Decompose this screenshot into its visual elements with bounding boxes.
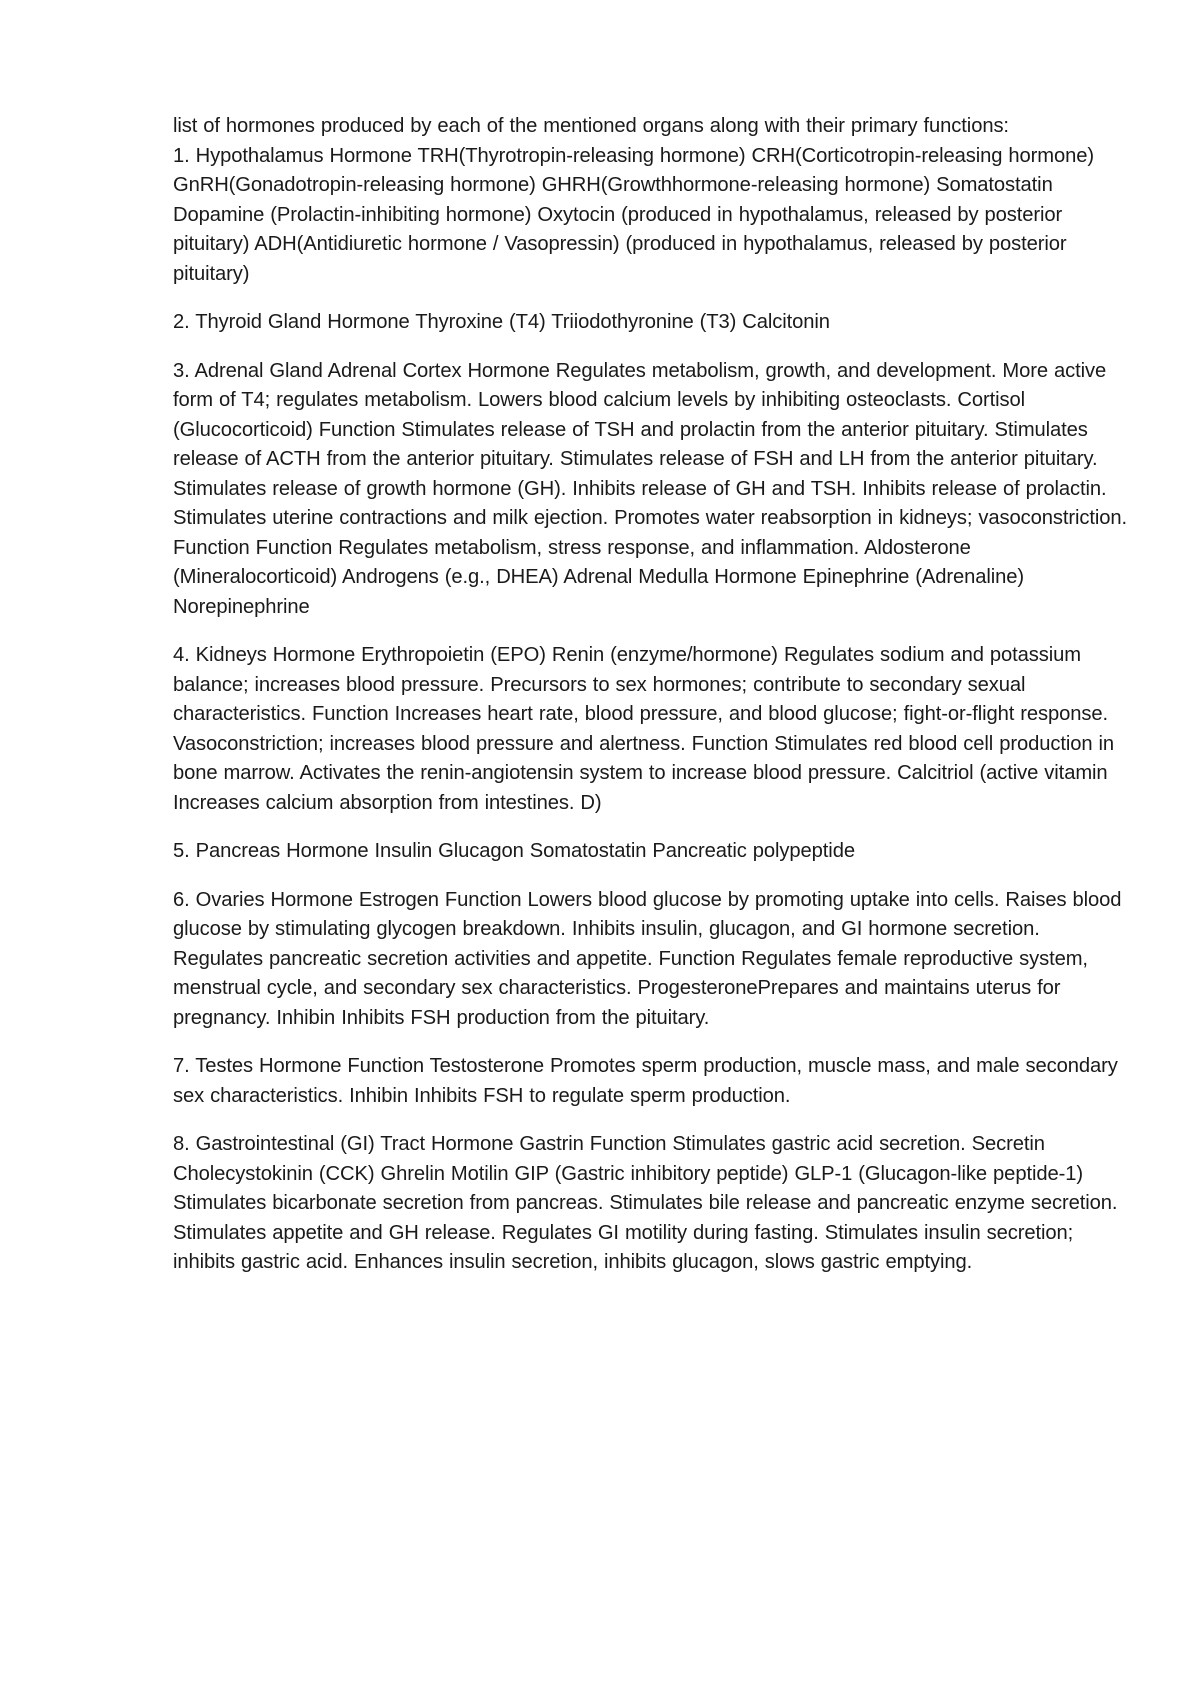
section-testes: 7. Testes Hormone Function Testosterone Promotes sperm production, muscle mass, and male secondary sex characteristics. Inhibin Inhibits FSH to regulate sperm production.: [173, 1055, 1118, 1107]
section-adrenal-gland: 3. Adrenal Gland Adrenal Cortex Hormone Regulates metabolism, growth, and development. More active form of T4; regulates metabolism. Lowers blood calcium levels by inhibiting osteoclasts. Cortisol (Glucocorticoid) Function Stimulates release of TSH and prolactin from the anterior pituitary. Stimulates release of ACTH from the anterior pituitary. Stimulates release of FSH and LH from the anterior pituitary. Stimulates release of growth hormone (GH). Inhibits release of GH and TSH. Inhibits release of prolactin. Stimulates uterine contractions and milk ejection. Promotes water reabsorption in kidneys; vasoconstriction. Function Function Regulates metabolism, stress response, and inflammation. Aldosterone (Mineralocorticoid) Androgens (e.g., DHEA) Adrenal Medulla Hormone Epinephrine (Adrenaline) Norepinephrine: [173, 359, 1128, 618]
section-kidneys: 4. Kidneys Hormone Erythropoietin (EPO) Renin (enzyme/hormone) Regulates sodium and potassium balance; increases blood pressure. Precursors to sex hormones; contribute to secondary sexual characteristics. Function Increases heart rate, blood pressure, and blood glucose; fight-or-flight response. Vasoconstriction; increases blood pressure and alertness. Function Stimulates red blood cell production in bone marrow. Activates the renin-angiotensin system to increase blood pressure. Calcitriol (active vitamin Increases calcium absorption from intestines. D): [173, 644, 1114, 814]
document-page: [173, 112, 1133, 1278]
intro-text: list of hormones produced by each of the mentioned organs along with their primary functions:: [173, 115, 1009, 137]
section-hypothalamus: 1. Hypothalamus Hormone TRH(Thyrotropin-releasing hormone) CRH(Corticotropin-releasing hormone) GnRH(Gonadotropin-releasing hormone) GHRH(Growthhormone-releasing hormone) Somatostatin Dopamine (Prolactin-inhibiting hormone) Oxytocin (produced in hypothalamus, released by posterior pituitary) ADH(Antidiuretic hormone / Vasopressin) (produced in hypothalamus, released by posterior pituitary): [173, 144, 1094, 285]
section-gi-tract: 8. Gastrointestinal (GI) Tract Hormone Gastrin Function Stimulates gastric acid secretion. Secretin Cholecystokinin (CCK) Ghrelin Motilin GIP (Gastric inhibitory peptide) GLP-1 (Glucagon-like peptide-1) Stimulates bicarbonate secretion from pancreas. Stimulates bile release and pancreatic enzyme secretion. Stimulates appetite and GH release. Regulates GI motility during fasting. Stimulates insulin secretion; inhibits gastric acid. Enhances insulin secretion, inhibits glucagon, slows gastric emptying.: [173, 1133, 1118, 1273]
section-pancreas: 5. Pancreas Hormone Insulin Glucagon Somatostatin Pancreatic polypeptide: [173, 840, 855, 862]
section-thyroid-gland: 2. Thyroid Gland Hormone Thyroxine (T4) Triiodothyronine (T3) Calcitonin: [173, 311, 830, 333]
section-ovaries: 6. Ovaries Hormone Estrogen Function Lowers blood glucose by promoting uptake into cells. Raises blood glucose by stimulating glycogen breakdown. Inhibits insulin, glucagon, and GI hormone secretion. Regulates pancreatic secretion activities and appetite. Function Regulates female reproductive system, menstrual cycle, and secondary sex characteristics. ProgesteronePrepares and maintains uterus for pregnancy. Inhibin Inhibits FSH production from the pituitary.: [173, 888, 1122, 1029]
intro-block: [173, 112, 1133, 289]
